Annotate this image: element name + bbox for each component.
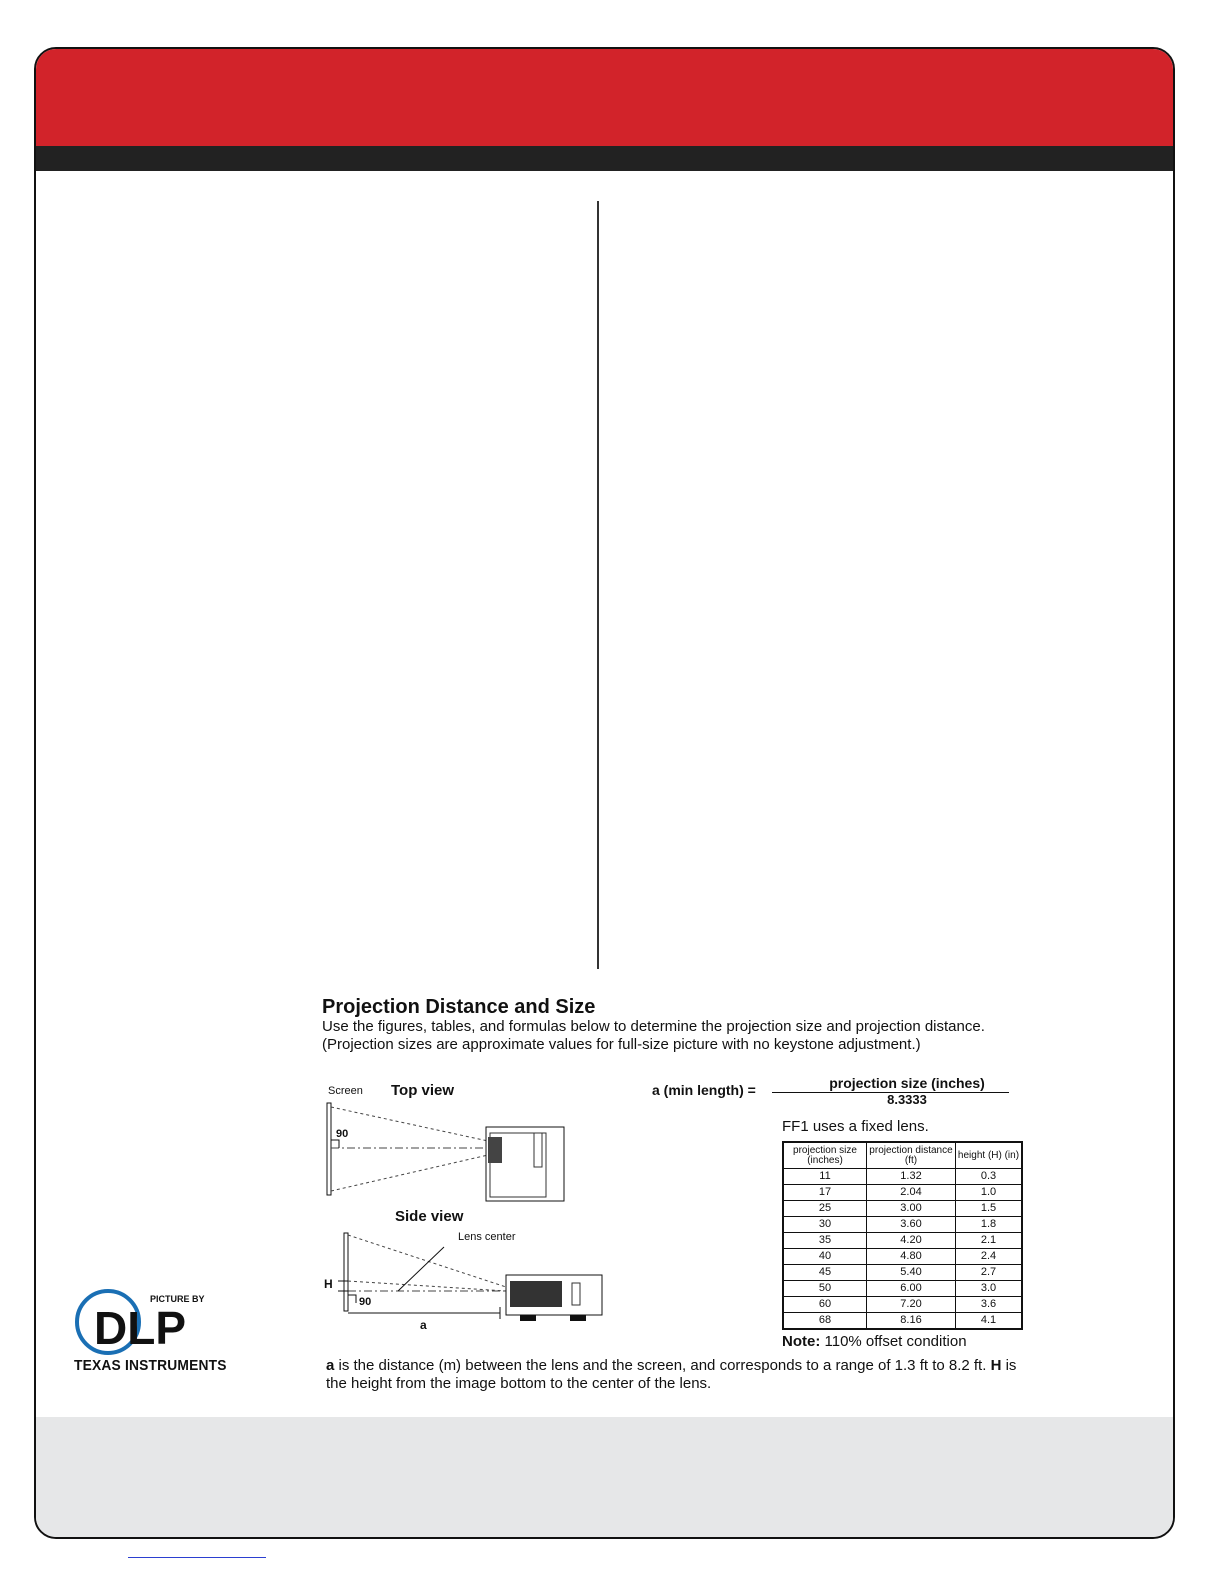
- table-row: [783, 1201, 1022, 1217]
- table-row: [783, 1249, 1022, 1265]
- table-cell: 1.8: [956, 1217, 1023, 1233]
- footer-band: [36, 1417, 1173, 1539]
- table-cell: 0.3: [956, 1169, 1023, 1185]
- note-label: Note:: [782, 1333, 821, 1350]
- table-cell: 45: [783, 1265, 867, 1281]
- table-row: [783, 1169, 1022, 1185]
- column-divider: [597, 201, 599, 969]
- table-row: [783, 1281, 1022, 1297]
- side-view-title: Side view: [395, 1208, 464, 1225]
- bottom-a: a: [326, 1357, 335, 1374]
- table-cell: 68: [783, 1313, 867, 1330]
- header-red-band: [36, 49, 1173, 146]
- formula-numerator: projection size (inches): [829, 1075, 985, 1091]
- table-cell: 4.20: [867, 1233, 956, 1249]
- table-row: [783, 1313, 1022, 1330]
- top-view-title: Top view: [391, 1082, 455, 1099]
- table-cell: 6.00: [867, 1281, 956, 1297]
- table-cell: 60: [783, 1297, 867, 1313]
- table-cell: 40: [783, 1249, 867, 1265]
- side-view-diagram: [320, 1225, 620, 1335]
- table-row: [783, 1265, 1022, 1281]
- side-view-angle: 90: [359, 1296, 372, 1308]
- table-row: [783, 1217, 1022, 1233]
- bottom-h: H: [990, 1357, 1002, 1374]
- table-cell: 8.16: [867, 1313, 956, 1330]
- table-cell: 30: [783, 1217, 867, 1233]
- table-cell: 3.00: [867, 1201, 956, 1217]
- side-view-h: H: [324, 1277, 333, 1291]
- spec-title: Projection Distance and Size: [322, 996, 596, 1018]
- table-cell: 4.80: [867, 1249, 956, 1265]
- table-cell: 2.4: [956, 1249, 1023, 1265]
- table-cell: 2.04: [867, 1185, 956, 1201]
- bottom-text-2: is the height from the image bottom to the center of the lens.: [326, 1357, 1017, 1392]
- header-black-band: [36, 146, 1173, 171]
- table-row: [783, 1233, 1022, 1249]
- offset-note: [782, 1333, 967, 1350]
- formula-lhs: a (min length) =: [652, 1082, 756, 1098]
- table-cell: 3.6: [956, 1297, 1023, 1313]
- table-cell: 5.40: [867, 1265, 956, 1281]
- table-row: [783, 1185, 1022, 1201]
- table-cell: 7.20: [867, 1297, 956, 1313]
- formula-denominator: 8.3333: [887, 1092, 927, 1107]
- table-cell: 11: [783, 1169, 867, 1185]
- table-header: projection distance (ft): [867, 1142, 956, 1169]
- table-cell: 1.5: [956, 1201, 1023, 1217]
- table-header: projection size (inches): [783, 1142, 867, 1169]
- logo-mark: DLP: [94, 1302, 186, 1354]
- spec-intro: Use the figures, tables, and formulas below to determine the projection size and projection distance. (Projection sizes are approximate values for full-size picture with no keystone adjustment.): [322, 1018, 985, 1053]
- table-row: [783, 1297, 1022, 1313]
- lens-center-label: Lens center: [458, 1231, 516, 1243]
- table-cell: 25: [783, 1201, 867, 1217]
- table-cell: 3.0: [956, 1281, 1023, 1297]
- logo-company: TEXAS INSTRUMENTS: [74, 1357, 227, 1374]
- table-cell: 2.1: [956, 1233, 1023, 1249]
- table-header: height (H) (in): [956, 1142, 1023, 1169]
- distance-explanation: [326, 1357, 1026, 1392]
- projection-table: [782, 1141, 1023, 1330]
- min-length-formula: [652, 1075, 1012, 1115]
- table-cell: 50: [783, 1281, 867, 1297]
- side-view-a: a: [420, 1318, 427, 1332]
- table-cell: 17: [783, 1185, 867, 1201]
- bottom-text-1: is the distance (m) between the lens and the screen, and corresponds to a range of 1.3 ft to 8.2 ft.: [334, 1357, 991, 1374]
- top-view-diagram: [320, 1095, 580, 1205]
- table-cell: 4.1: [956, 1313, 1023, 1330]
- footer-link-underline[interactable]: [128, 1557, 266, 1558]
- logo-picture-by: PICTURE BY: [150, 1294, 205, 1304]
- note-text: 110% offset condition: [820, 1333, 967, 1350]
- table-cell: 2.7: [956, 1265, 1023, 1281]
- table-cell: 35: [783, 1233, 867, 1249]
- table-cell: 1.32: [867, 1169, 956, 1185]
- lens-note: FF1 uses a fixed lens.: [782, 1118, 929, 1135]
- screen-label: Screen: [328, 1085, 363, 1097]
- table-cell: 1.0: [956, 1185, 1023, 1201]
- projection-spec-figure: [320, 990, 1030, 1405]
- table-cell: 3.60: [867, 1217, 956, 1233]
- top-view-angle: 90: [336, 1128, 349, 1140]
